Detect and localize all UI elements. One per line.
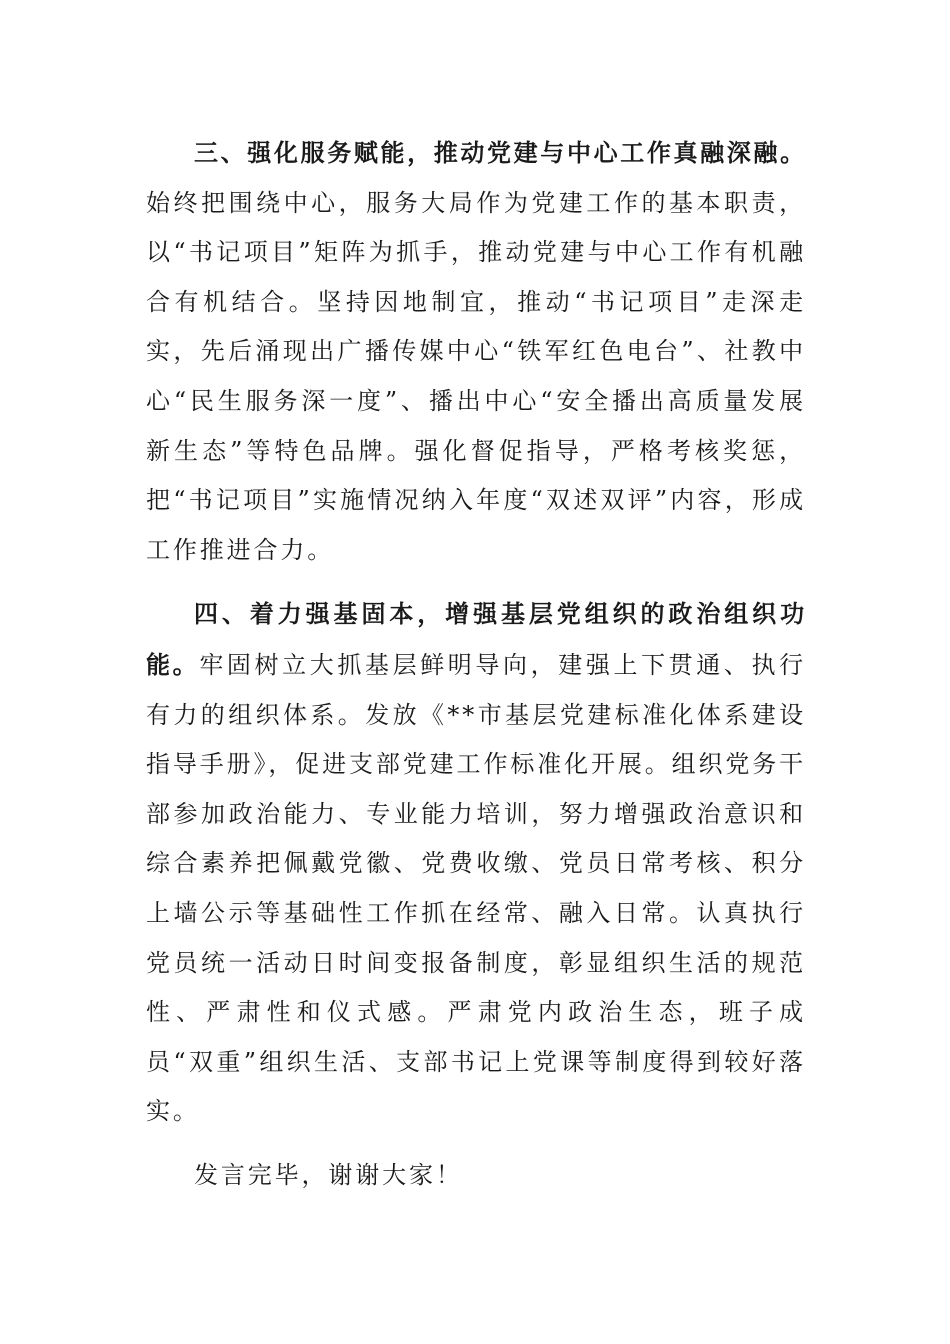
paragraph-section-three: [146, 128, 806, 575]
section-three-heading: 三、强化服务赋能，推动党建与中心工作真融深融。: [194, 138, 806, 167]
section-three-body: 始终把围绕中心，服务大局作为党建工作的基本职责，以“书记项目”矩阵为抓手，推动党建与中心工作有机融合有机结合。坚持因地制宜，推动“书记项目”走深走实，先后涌现出广播传媒中心“铁军红色电台”、社教中心“民生服务深一度”、播出中心“安全播出高质量发展新生态”等特色品牌。强化督促指导，严格考核奖惩，把“书记项目”实施情况纳入年度“双述双评”内容，形成工作推进合力。: [146, 188, 806, 564]
document-body: [146, 128, 806, 1200]
section-four-heading: 四、着力强基固本，增强基层党组织的政治组织功能。: [146, 599, 806, 679]
section-four-body: 牢固树立大抓基层鲜明导向，建强上下贯通、执行有力的组织体系。发放《**市基层党建标准化体系建设指导手册》，促进支部党建工作标准化开展。组织党务干部参加政治能力、专业能力培训，努力增强政治意识和综合素养把佩戴党徽、党费收缴、党员日常考核、积分上墙公示等基础性工作抓在经常、融入日常。认真执行党员统一活动日时间变报备制度，彰显组织生活的规范性、严肃性和仪式感。严肃党内政治生态，班子成员“双重”组织生活、支部书记上党课等制度得到较好落实。: [146, 650, 807, 1126]
closing-remark: 发言完毕，谢谢大家！: [194, 1160, 463, 1189]
paragraph-section-four: [146, 589, 806, 1137]
